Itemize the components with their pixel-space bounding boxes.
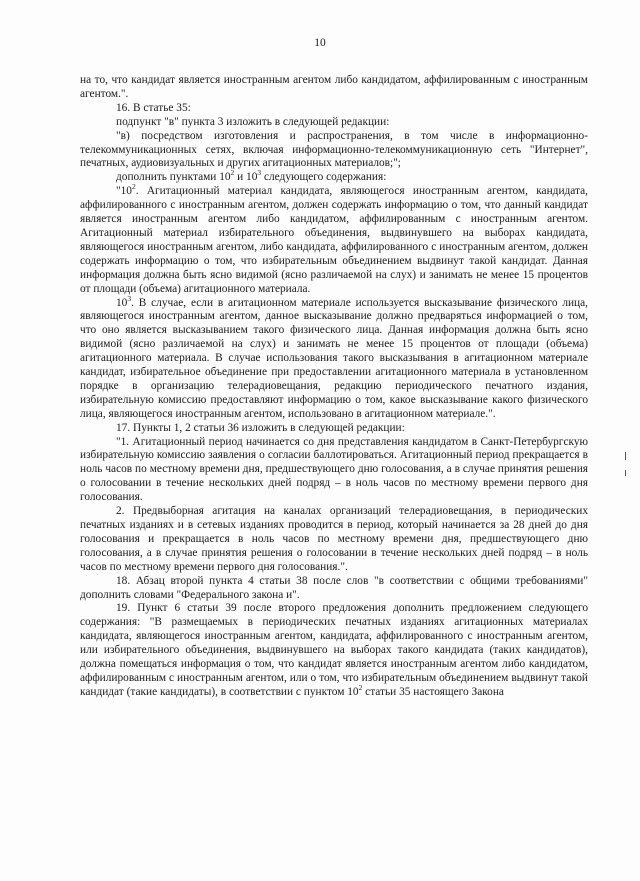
paragraph: 17. Пункты 1, 2 статьи 36 изложить в следующей редакции: [116,421,405,434]
paragraph: дополнить пунктами $10^2$ и $10^3$ следующего содержания: [116,168,387,184]
paragraph: 2. Предвыборная агитация на каналах организаций телерадиовещания, в периодических печатных изданиях и в сетевых изданиях проводится в период, который начинается за 28 дней до дня голосования и прекращается в ноль часов по местному времени дня, предшествующего дню голосования, а в случае принятия решения о голосовании в течение нескольких дней подряд – в ноль часов по местному времени первого дня голосования.". [80,505,588,573]
scan-mark [625,470,626,476]
paragraph: 18. Абзац второй пункта 4 статьи 38 после слов "в соответствии с общими требованиями" дополнить словами "Федерального закона и". [80,574,588,601]
paragraph: 19. Пункт 6 статьи 39 после второго предложения дополнить предложением следующего содержания: "В размещаемых в периодических печатных изданиях агитационных материалах кандидата, являющегося иностранным агентом, кандидата, аффилированного с иностранным агентом, или избирательного объединения, выдвинувшего на выборах такого кандидата (таких кандидатов), должна помещаться информация о том, что кандидат является иностранным агентом либо кандидатом, аффилированным с иностранным агентом, или о том, что избирательным объединением выдвинут такой кандидат (такие кандидаты), в соответствии с пунктом $10^2$ статьи 35 настоящего Закона [80,602,588,698]
page-number: 10 [314,37,326,49]
scan-mark [625,452,626,460]
document-body [80,74,588,700]
paragraph: "1. Агитационный период начинается со дня представления кандидатом в Санкт-Петербургскую избирательную комиссию заявления о согласии баллотироваться. Агитационный период прекращается в ноль часов по местному времени дня, предшествующего дню голосования, а в случае принятия решения о голосовании в течение нескольких дней подряд – в ноль часов по местному времени первого дня голосования. [80,435,588,504]
paragraph: $10^3$. В случае, если в агитационном материале используется высказывание физического лица, являющегося иностранным агентом, данное высказывание должно предваряться информацией о том, что оно является высказыванием такого физического лица. Данная информация должна быть ясно видимой (ясно различаемой на слух) и занимать не менее 15 процентов от площади (объема) агитационного материала. В случае использования такого высказывания в агитационном материале кандидат, избирательное объединение при предоставлении агитационного материала в установленном порядке в организацию телерадиовещания, редакцию периодического печатного издания, избирательную комиссию предоставляют информацию о том, какое высказывание какого физического лица, являющегося иностранным агентом, использовано в агитационном материале.". [80,293,588,420]
paragraph: "в) посредством изготовления и распространения, в том числе в информационно-телекоммуникационных сетях, включая информационно-телекоммуникационную сеть "Интернет", печатных, аудиовизуальных и других агитационных материалов;"; [80,129,588,170]
paragraph: на то, что кандидат является иностранным агентом либо кандидатом, аффилированным с иностранным агентом.". [80,74,588,100]
paragraph: 16. В статье 35: [116,101,191,114]
paragraph: "$10^2$. Агитационный материал кандидата, являющегося иностранным агентом, кандидата, аффилированного с иностранным агентом, должен содержать информацию о том, что данный кандидат является иностранным агентом либо кандидатом, аффилированным с иностранным агентом. Агитационный материал избирательного объединения, выдвинувшего на выборах кандидата, являющегося иностранным агентом, либо кандидата, аффилированного с иностранным агентом, должен содержать информацию о том, что избирательным объединением выдвинут такой кандидат. Данная информация должна быть ясно видимой (ясно различаемой на слух) и занимать не менее 15 процентов от площади (объема) агитационного материала. [80,182,588,295]
paragraph: подпункт "в" пункта 3 изложить в следующей редакции: [116,115,390,128]
